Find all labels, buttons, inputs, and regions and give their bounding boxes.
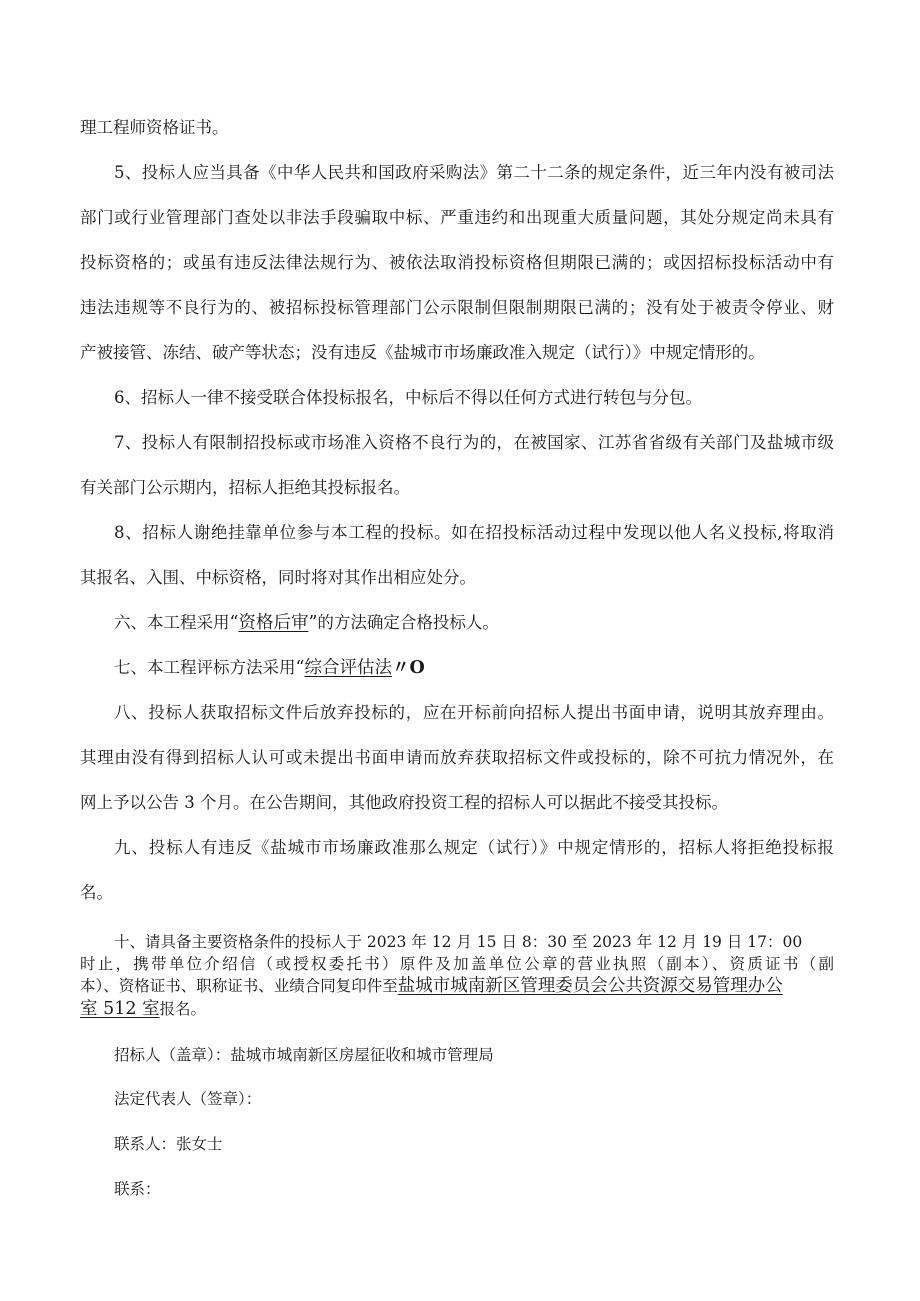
signoff-tenderer: 招标人（盖章）：盐城市城南新区房屋征收和城市管理局	[114, 1046, 494, 1064]
section-6-prefix: 六、本工程采用	[114, 613, 230, 632]
section-8-line-3: 网上予以公告 3 个月。在公告期间，其他政府投资工程的招标人可以据此不接受其投标。	[80, 793, 728, 812]
item-5-line-3: 投标资格的；或虽有违反法律法规行为、被依法取消投标资格但期限已满的；或因招标投标活动中有	[80, 253, 834, 272]
section-6-review-method: 资格后审	[238, 613, 309, 633]
section-6-suffix: 的方法确定合格投标人。	[317, 613, 499, 632]
section-10-line-4	[80, 999, 206, 1019]
section-7-prefix: 七、本工程评标方法采用	[114, 658, 296, 677]
registration-address-part-1: 盐城市城南新区管理委员会公共资源交易管理办公	[397, 976, 783, 996]
section-10-line-1: 十、请具备主要资格条件的投标人于 2023 年 12 月 15 日 8：30 至 2023 年 12 月 19 日 17：00	[114, 933, 803, 951]
section-10-line-3	[80, 976, 783, 996]
item-5-line-2: 部门或行业管理部门查处以非法手段骗取中标、严重违约和出现重大质量问题，其处分规定尚未具有	[80, 208, 834, 227]
item-5-line-5: 产被接管、冻结、破产等状态；没有违反《盐城市市场廉政准入规定（试行）》中规定情形的。	[80, 343, 765, 362]
item-7-line-2: 有关部门公示期内，招标人拒绝其投标报名。	[80, 478, 410, 497]
signoff-contact-phone: 联系：	[114, 1180, 161, 1198]
section-10-line-2: 时止，携带单位介绍信（或授权委托书）原件及加盖单位公章的营业执照（副本）、资质证书（副	[80, 955, 834, 973]
item-8-line-1: 8、招标人谢绝挂靠单位参与本工程的投标。如在招投标活动过程中发现以他人名义投标,将取消	[114, 523, 834, 542]
section-8-line-2: 其理由没有得到招标人认可或未提出书面申请而放弃获取招标文件或投标的，除不可抗力情况外，在	[80, 748, 834, 767]
section-7	[114, 658, 425, 678]
signoff-contact-person: 联系人：张女士	[114, 1135, 223, 1153]
section-9-line-2: 名。	[80, 883, 113, 902]
section-6-open-quote: “	[229, 613, 239, 633]
section-9-line-1: 九、投标人有违反《盐城市市场廉政准那么规定（试行）》中规定情形的，招标人将拒绝投标报	[114, 838, 834, 857]
section-7-open-quote: “	[295, 658, 305, 678]
item-6: 6、招标人一律不接受联合体投标报名，中标后不得以任何方式进行转包与分包。	[114, 388, 702, 407]
section-8-line-1: 八、投标人获取招标文件后放弃投标的，应在开标前向招标人提出书面申请，说明其放弃理由。	[114, 703, 834, 722]
item-5-line-1: 5、投标人应当具备《中华人民共和国政府采购法》第二十二条的规定条件，近三年内没有被司法	[114, 163, 834, 182]
item-7-line-1: 7、投标人有限制招投标或市场准入资格不良行为的，在被国家、江苏省省级有关部门及盐城市级	[114, 433, 834, 452]
section-10-line-3-prefix: 本）、资格证书、职称证书、业绩合同复印件至	[80, 977, 398, 995]
signoff-legal-representative: 法定代表人（签章）：	[114, 1090, 262, 1108]
section-7-evaluation-method: 综合评估法	[304, 658, 392, 678]
item-8-line-2: 其报名、入围、中标资格，同时将对其作出相应处分。	[80, 568, 476, 587]
section-7-tail: 〃O	[391, 658, 425, 678]
item-5-line-4: 违法违规等不良行为的、被招标投标管理部门公示限制但限制期限已满的；没有处于被责令停业、财	[80, 298, 834, 317]
section-6-close-quote: ”	[308, 613, 318, 633]
registration-address-part-2: 室 512 室	[80, 999, 160, 1019]
section-10-line-4-suffix: 报名。	[159, 1000, 207, 1018]
continuation-line: 理工程师资格证书。	[80, 118, 229, 137]
section-6	[114, 613, 499, 633]
